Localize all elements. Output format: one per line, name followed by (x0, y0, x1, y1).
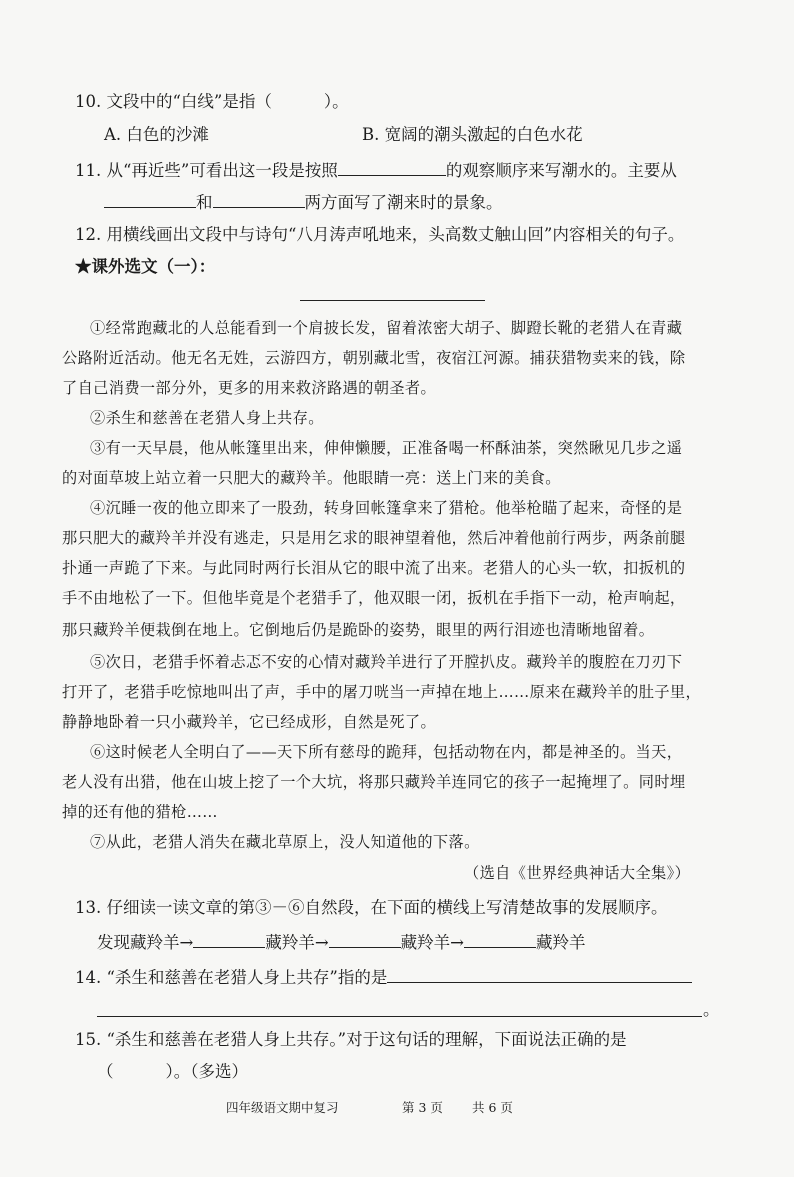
footer-page-number: 第 3 页 (402, 1100, 443, 1115)
passage-p1-line2: 公路附近活动。他无名无姓，云游四方，朝别藏北雪，夜宿江河源。捕获猎物卖来的钱，除 (62, 349, 686, 367)
option-b: B. 宽阔的潮头激起的白色水花 (362, 125, 583, 144)
fill-blank[interactable] (104, 191, 196, 208)
passage-p5-line1: ⑤次日，老猎手怀着忐忑不安的心情对藏羚羊进行了开膛扒皮。藏羚羊的腹腔在刀刃下 (90, 653, 683, 671)
footer-title: 四年级语文期中复习 (226, 1100, 339, 1115)
question-15: 15. “杀生和慈善在老猎人身上共存。”对于这句话的理解，下面说法正确的是 (75, 1030, 627, 1049)
question-11-part2: 的观察顺序来写潮水的。主要从 (445, 161, 677, 180)
option-a: A. 白色的沙滩 (104, 125, 209, 144)
fill-blank[interactable] (329, 931, 401, 948)
answer-close-paren: ）。（多选） (165, 1062, 248, 1081)
question-10-close: ）。 (323, 92, 349, 111)
passage-p4-line5: 那只藏羚羊便栽倒在地上。它倒地后仍是跪卧的姿势，眼里的两行泪迹也清晰地留着。 (62, 621, 655, 639)
question-14-text: 14. “杀生和慈善在老猎人身上共存”指的是 (75, 968, 388, 987)
fill-blank[interactable] (213, 191, 305, 208)
fill-blank[interactable] (338, 159, 446, 176)
fill-blank[interactable] (464, 931, 536, 948)
passage-p6-line1: ⑥这时候老人全明白了——天下所有慈母的跪拜，包括动物在内，都是神圣的。当天， (90, 743, 683, 761)
question-12: 12. 用横线画出文段中与诗句“八月涛声吼地来，头高数丈触山回”内容相关的句子。 (75, 225, 685, 244)
sequence-step-4: 藏羚羊 (535, 933, 586, 952)
question-15-answer (97, 1062, 248, 1082)
question-13: 13. 仔细读一读文章的第③－⑥自然段，在下面的横线上写清楚故事的发展顺序。 (75, 898, 668, 917)
passage-p1-line3: 了自己消费一部分外，更多的用来救济路遇的朝圣者。 (62, 379, 437, 397)
passage-p4-line3: 扑通一声跪了下来。与此同时两行长泪从它的眼中流了出来。老猎人的心头一软，扣扳机的 (62, 559, 686, 577)
question-10-text: 10. 文段中的“白线”是指（ (75, 92, 272, 111)
passage-p4-line2: 那只肥大的藏羚羊并没有逃走，只是用乞求的眼神望着他，然后冲着他前行两步，两条前腿 (62, 529, 686, 547)
passage-source: （选自《世界经典神话大全集》） (464, 864, 691, 882)
sequence-step-1: 发现藏羚羊→ (97, 933, 194, 952)
title-blank[interactable] (300, 300, 485, 301)
passage-p5-line3: 静静地卧着一只小藏羚羊，它已经成形，自然是死了。 (62, 713, 437, 731)
question-11-part1: 11. 从“再近些”可看出这一段是按照 (75, 161, 338, 180)
question-11-line1 (75, 159, 677, 181)
fill-blank[interactable] (193, 931, 265, 948)
passage-p4-line1: ④沉睡一夜的他立即来了一股劲，转身回帐篷拿来了猎枪。他举枪瞄了起来，奇怪的是 (90, 499, 683, 517)
sequence-step-2: 藏羚羊→ (265, 933, 329, 952)
passage-p5-line2: 打开了，老猎手吃惊地叫出了声，手中的屠刀咣当一声掉在地上……原来在藏羚羊的肚子里， (62, 683, 702, 701)
question-14-end: 。 (703, 1000, 720, 1019)
passage-p6-line2: 老人没有出猎，他在山坡上挖了一个大坑，将那只藏羚羊连同它的孩子一起掩埋了。同时埋 (62, 773, 686, 791)
question-11-part3: 和 (196, 193, 213, 212)
sequence-step-3: 藏羚羊→ (400, 933, 464, 952)
question-11-part4: 两方面写了潮来时的景象。 (304, 193, 503, 212)
passage-p1-line1: ①经常跑藏北的人总能看到一个肩披长发，留着浓密大胡子、脚蹬长靴的老猎人在青藏 (90, 319, 683, 337)
question-14 (75, 966, 692, 988)
answer-open-paren: （ (97, 1062, 114, 1081)
section-title: ★课外选文（一）： (75, 257, 216, 276)
fill-blank[interactable] (387, 966, 692, 983)
passage-p4-line4: 手不由地松了一下。但他毕竟是个老猎手了，他双眼一闭，扳机在手指下一动，枪声响起， (62, 589, 686, 607)
question-13-sequence (97, 931, 585, 953)
passage-p7: ⑦从此，老猎人消失在藏北草原上，没人知道他的下落。 (90, 833, 480, 851)
passage-p3-line2: 的对面草坡上站立着一只肥大的藏羚羊。他眼睛一亮：送上门来的美食。 (62, 469, 561, 487)
question-10 (75, 92, 349, 112)
passage-p6-line3: 掉的还有他的猎枪…… (62, 803, 218, 821)
question-11-line2 (104, 191, 503, 213)
footer-total-pages: 共 6 页 (472, 1100, 513, 1115)
passage-p3-line1: ③有一天早晨，他从帐篷里出来，伸伸懒腰，正准备喝一杯酥油茶，突然瞅见几步之遥 (90, 439, 683, 457)
passage-p2: ②杀生和慈善在老猎人身上共存。 (90, 409, 324, 427)
answer-line[interactable] (97, 1016, 702, 1017)
